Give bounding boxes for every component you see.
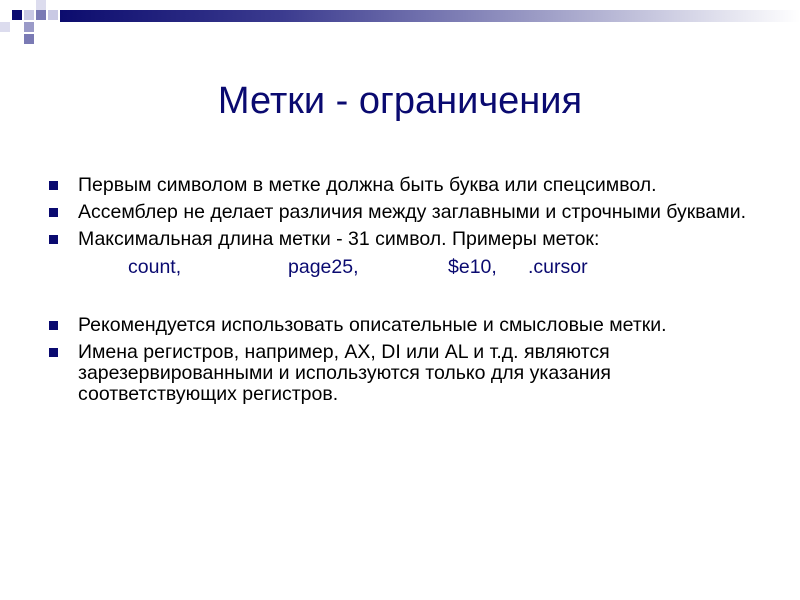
square-bullet-icon [49,235,58,244]
slide-title: Метки - ограничения [217,80,583,122]
bullet-item [46,229,766,250]
deco-square-light [48,10,58,20]
bullet-text: Имена регистров, например, AX, DI или AL и т.д. являются зарезервированными и используются только для указания соответствующих регистров. [78,341,611,405]
bullet-item [46,342,766,405]
deco-square-mid [24,34,34,44]
label-example: count, [128,256,182,278]
label-example: .cursor [528,256,588,278]
deco-square-dark [12,10,22,20]
label-examples [46,256,766,278]
square-bullet-icon [49,321,58,330]
bullet-text: Рекомендуется использовать описательные и смысловые метки. [78,314,667,336]
label-example: page25, [288,256,359,278]
bullet-item [46,315,766,336]
bullet-item [46,175,766,196]
header-gradient-bar [60,10,800,22]
deco-square-light [24,10,34,20]
bullet-text: Ассемблер не делает различия между заглавными и строчными буквами. [78,201,746,223]
bullet-list [46,175,766,411]
deco-square-mid [24,22,34,32]
square-bullet-icon [49,348,58,357]
bullet-text: Первым символом в метке должна быть буква или спецсимвол. [78,174,657,196]
bullet-item [46,202,766,223]
deco-square-light [0,22,10,32]
deco-square-light [36,0,46,10]
square-bullet-icon [49,181,58,190]
bullet-text: Максимальная длина метки - 31 символ. Примеры меток: [78,228,600,250]
label-example: $e10, [448,256,497,278]
square-bullet-icon [49,208,58,217]
deco-square-mid [36,10,46,20]
